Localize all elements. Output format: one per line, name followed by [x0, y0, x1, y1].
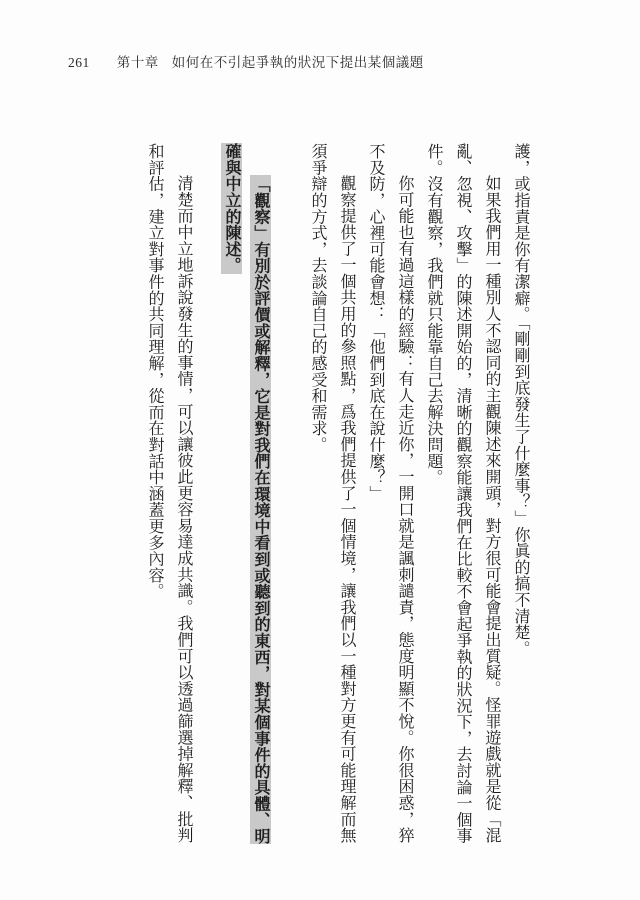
- chapter-title: 如何在不引起爭執的狀況下提出某個議題: [171, 55, 424, 70]
- page-header: [68, 51, 424, 71]
- paragraph: 你可能也有過這樣的經驗：有人走近你，一開口就是諷刺譴責，態度明顯不悅。你很困惑，猝不及防，心裡可能會想：「他們到底在說什麼？」: [367, 143, 413, 844]
- chapter-label: 第十章: [116, 55, 159, 70]
- highlight-text: 「觀察」有別於評價或解釋，它是對我們在環境中看到或聽到的東西，對某個事件的具體、明確與中立的陳述。: [223, 143, 269, 845]
- paragraph-continuation: 護，或指責是你有潔癖。「剛剛到底發生了什麼事？」你眞的搞不清楚。: [512, 143, 529, 657]
- highlighted-quote: [217, 143, 275, 847]
- body-text: [140, 143, 535, 847]
- paragraph: 清楚而中立地訴說發生的事情，可以讓彼此更容易達成共識。我們可以透過篩選掉解釋、批判和評估，建立對事件的共同理解，從而在對話中涵蓋更多內容。: [146, 143, 192, 844]
- paragraph: 觀察提供了一個共用的參照點，爲我們提供了一個情境，讓我們以一種對方更有可能理解而無須爭辯的方式，去談論自己的感受和需求。: [309, 143, 355, 844]
- page-number: 261: [68, 55, 90, 70]
- paragraph: 如果我們用一種別人不認同的主觀陳述來開頭，對方很可能會提出質疑。怪罪遊戲就是從「混亂、忽視、攻擊」的陳述開始的，清晰的觀察能讓我們在比較不會起爭執的狀況下，去討論一個事件。沒有觀察，我們就只能靠自己去解決問題。: [425, 143, 500, 844]
